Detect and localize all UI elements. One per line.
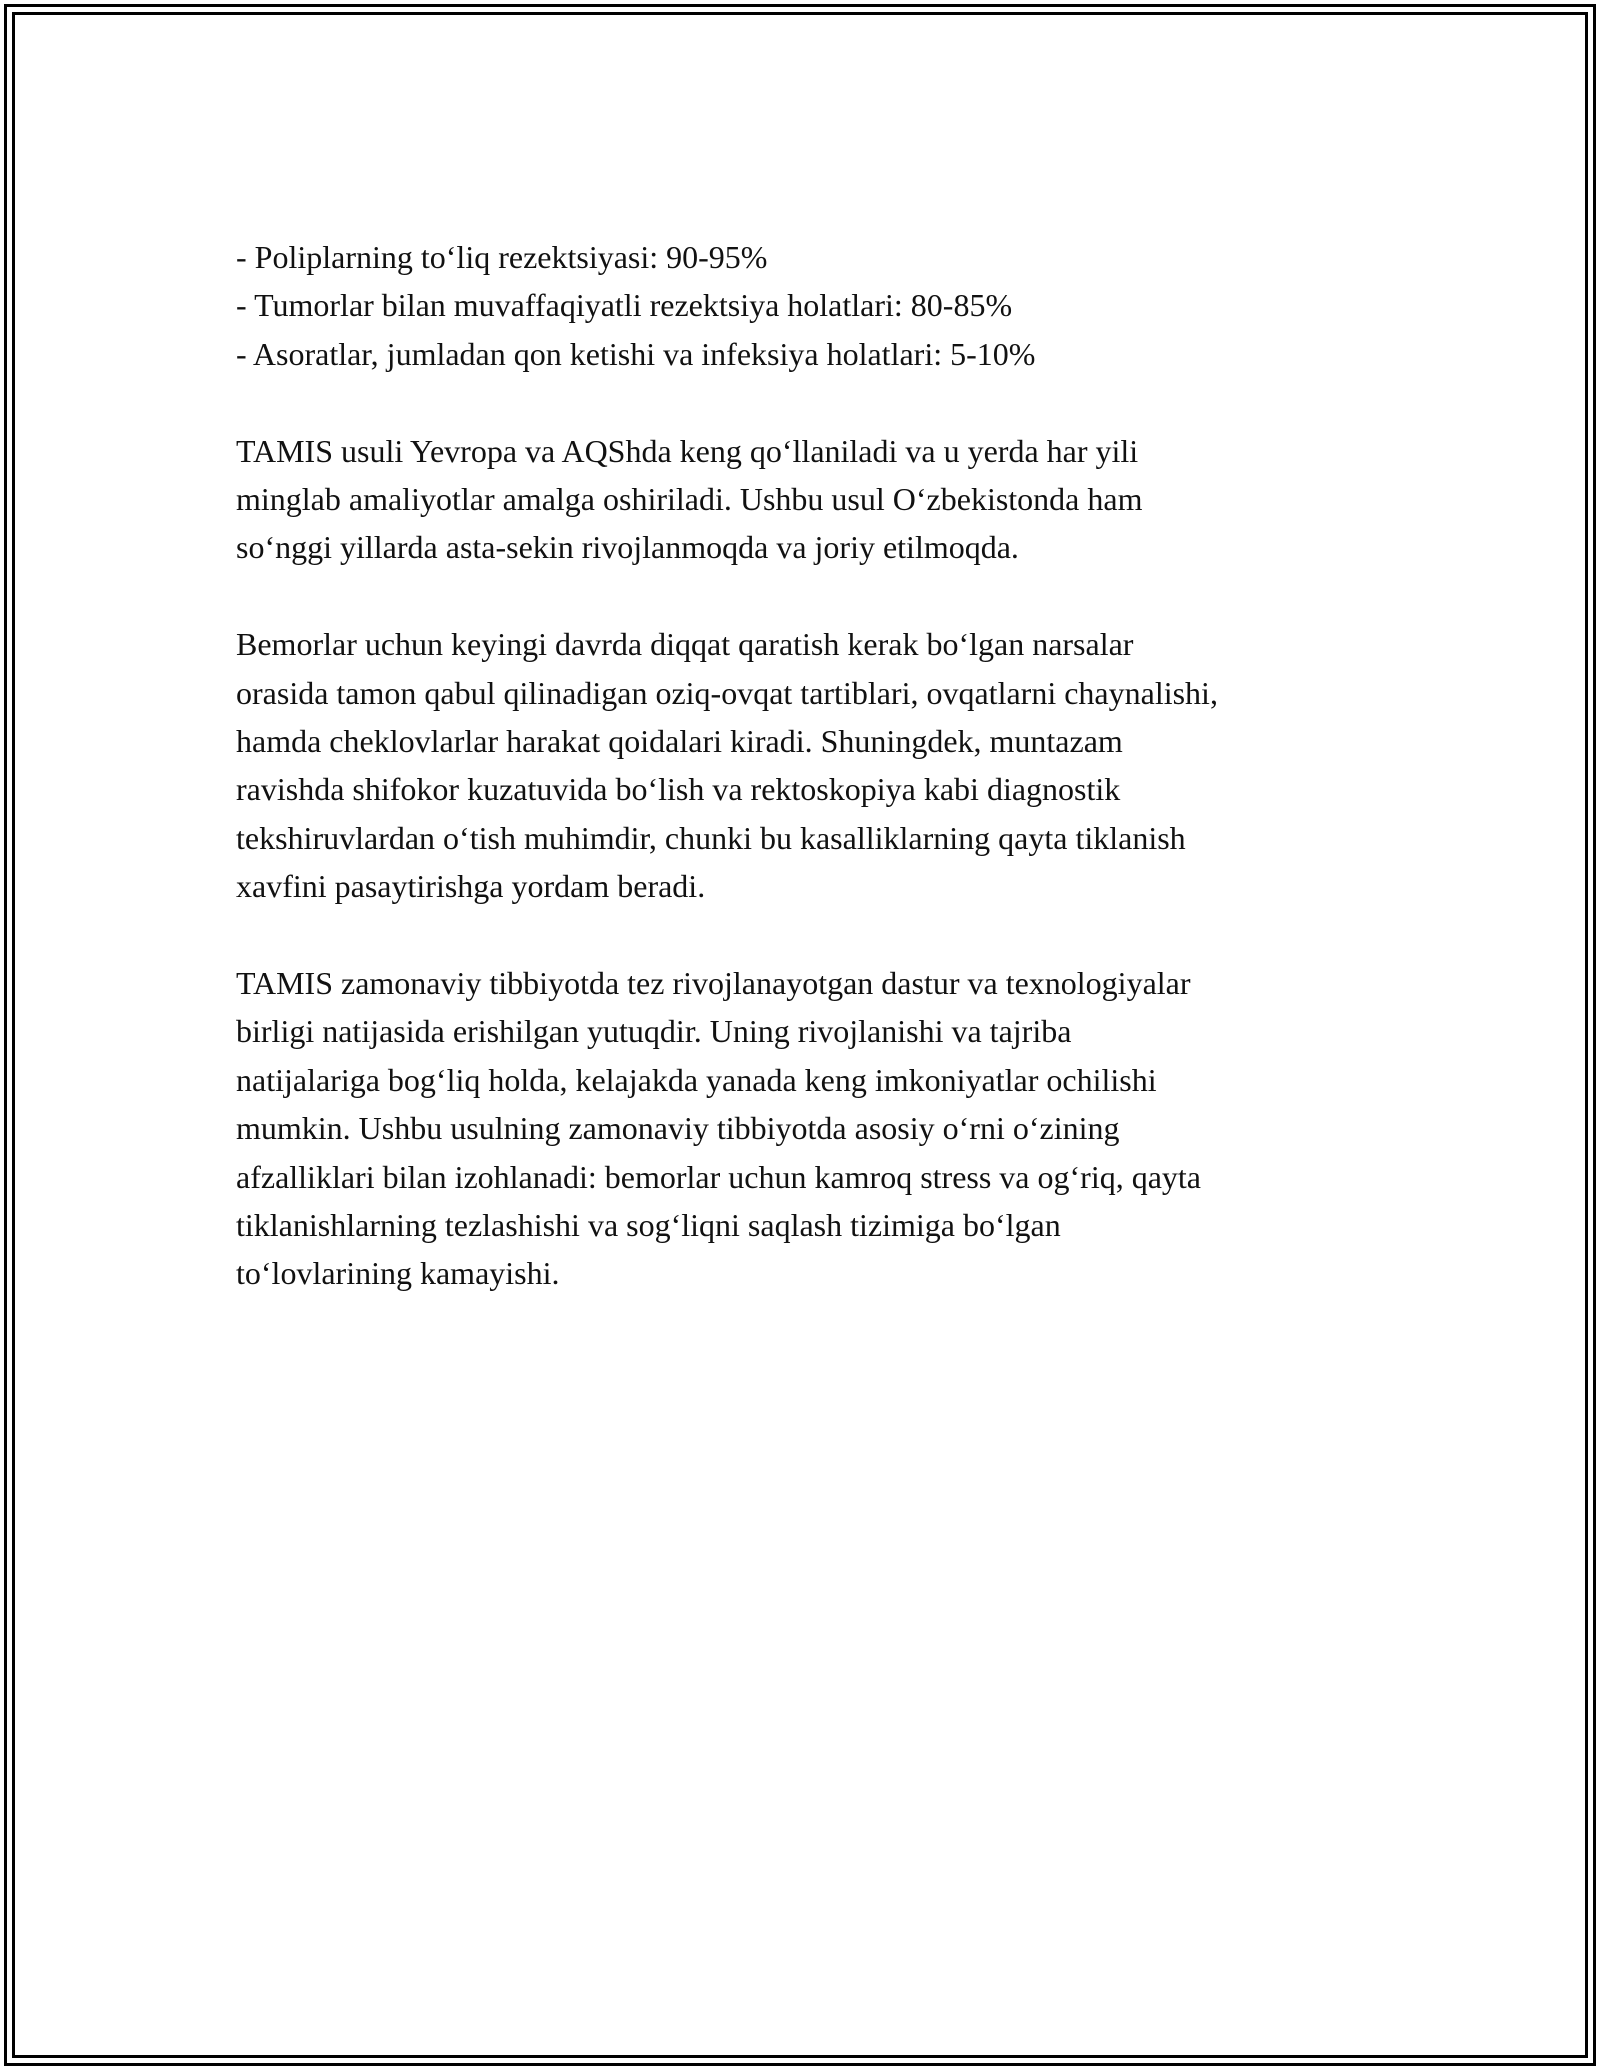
paragraph-tamis-future bbox=[236, 959, 1396, 1298]
results-list bbox=[236, 233, 1396, 378]
paragraph-line: Bemorlar uchun keyingi davrda diqqat qaratish kerak bo‘lgan narsalar bbox=[236, 626, 1134, 663]
paragraph-line: natijalariga bog‘liq holda, kelajakda yanada keng imkoniyatlar ochilishi bbox=[236, 1061, 1157, 1098]
list-item: - Tumorlar bilan muvaffaqiyatli rezektsiya holatlari: 80-85% bbox=[236, 287, 1013, 324]
document-body bbox=[236, 233, 1396, 1298]
paragraph-line: hamda cheklovlarlar harakat qoidalari kiradi. Shuningdek, muntazam bbox=[236, 723, 1123, 760]
paragraph-line: so‘nggi yillarda asta-sekin rivojlanmoqda va joriy etilmoqda. bbox=[236, 529, 1019, 566]
paragraph-line: TAMIS zamonaviy tibbiyotda tez rivojlanayotgan dastur va texnologiyalar bbox=[236, 965, 1191, 1002]
paragraph-line: birligi natijasida erishilgan yutuqdir. Uning rivojlanishi va tajriba bbox=[236, 1013, 1072, 1050]
list-item: - Poliplarning to‘liq rezektsiyasi: 90-95% bbox=[236, 239, 768, 275]
paragraph-line: xavfini pasaytirishga yordam beradi. bbox=[236, 868, 706, 905]
paragraph-line: minglab amaliyotlar amalga oshiriladi. Ushbu usul O‘zbekistonda ham bbox=[236, 481, 1143, 518]
list-item: - Asoratlar, jumladan qon ketishi va infeksiya holatlari: 5-10% bbox=[236, 335, 1036, 372]
paragraph-line: mumkin. Ushbu usulning zamonaviy tibbiyotda asosiy o‘rni o‘zining bbox=[236, 1110, 1120, 1147]
paragraph-tamis-usage bbox=[236, 427, 1396, 572]
paragraph-patient-care bbox=[236, 620, 1396, 910]
paragraph-line: tekshiruvlardan o‘tish muhimdir, chunki bu kasalliklarning qayta tiklanish bbox=[236, 819, 1186, 856]
paragraph-line: tiklanishlarning tezlashishi va sog‘liqni saqlash tizimiga bo‘lgan bbox=[236, 1207, 1061, 1244]
paragraph-line: ravishda shifokor kuzatuvida bo‘lish va rektoskopiya kabi diagnostik bbox=[236, 771, 1121, 808]
paragraph-line: to‘lovlarining kamayishi. bbox=[236, 1255, 560, 1292]
paragraph-line: orasida tamon qabul qilinadigan oziq-ovqat tartiblari, ovqatlarni chaynalishi, bbox=[236, 674, 1218, 711]
paragraph-line: TAMIS usuli Yevropa va AQShda keng qo‘llaniladi va u yerda har yili bbox=[236, 432, 1139, 469]
paragraph-line: afzalliklari bilan izohlanadi: bemorlar uchun kamroq stress va og‘riq, qayta bbox=[236, 1158, 1201, 1195]
